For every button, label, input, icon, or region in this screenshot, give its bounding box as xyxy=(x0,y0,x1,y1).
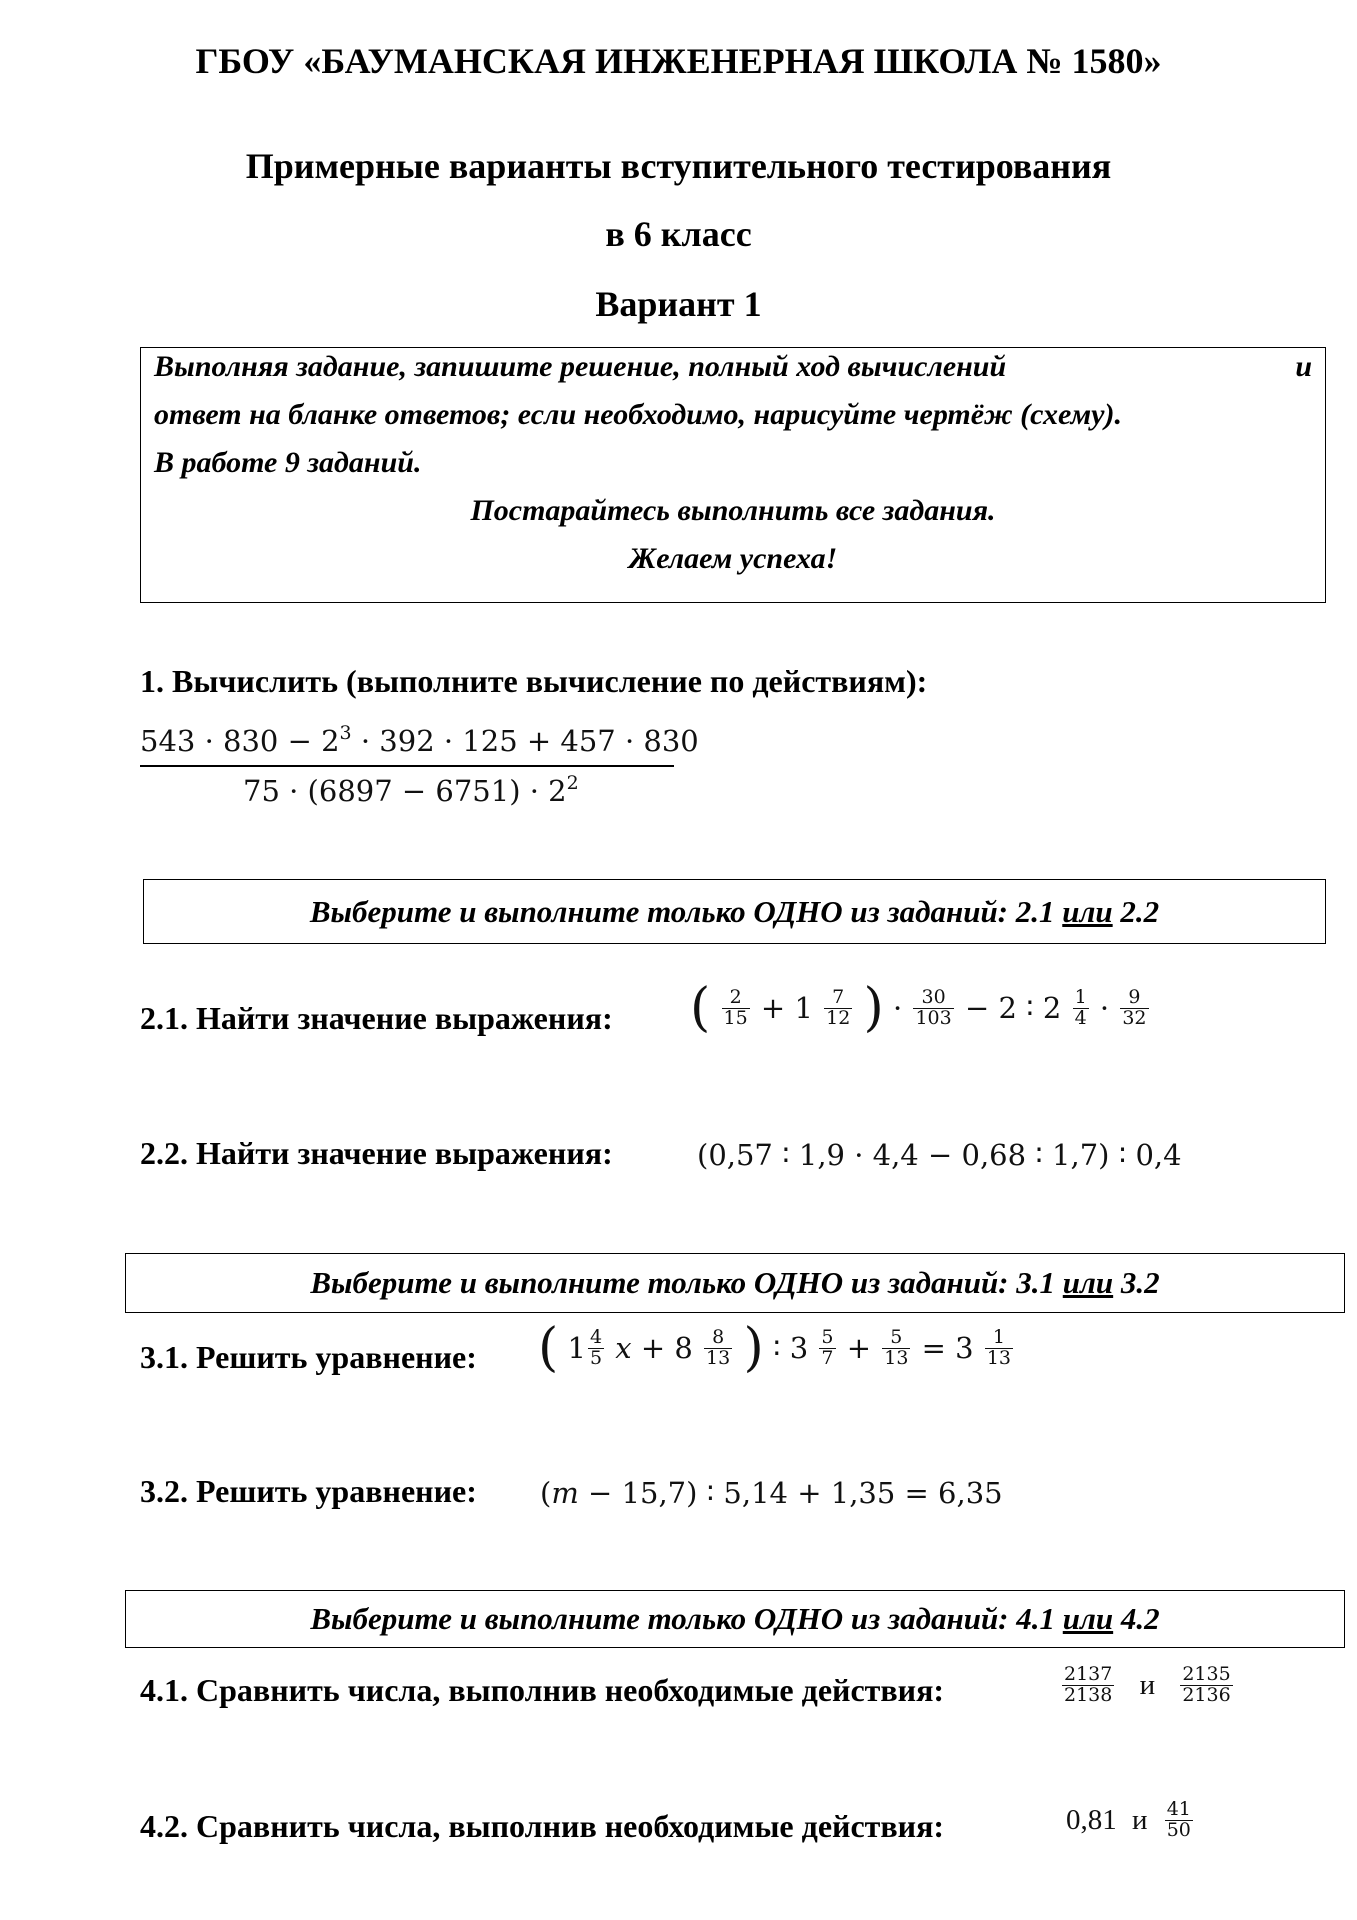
choice-3-suffix: 3.2 xyxy=(1113,1265,1160,1300)
fraction-numerator: 1 xyxy=(1074,985,1087,1008)
plus-operator: + 8 xyxy=(640,1331,693,1365)
fraction xyxy=(722,985,750,1029)
choice-3-prefix: Выберите и выполните только ОДНО из заданий: 3.1 xyxy=(310,1265,1063,1300)
task-2-2-expression: (0,57 ∶ 1,9 · 4,4 − 0,68 ∶ 1,7) ∶ 0,4 xyxy=(697,1138,1182,1172)
fraction-denominator: 2136 xyxy=(1182,1683,1231,1706)
minus-operator: − 2 ∶ 2 xyxy=(964,991,1062,1025)
equation-rest: − 15,7) ∶ 5,14 + 1,35 = 6,35 xyxy=(578,1476,1003,1510)
fraction-numerator: 2 xyxy=(722,988,750,1009)
instructions-line-1-end: и xyxy=(1295,350,1312,383)
document-title: Примерные варианты вступительного тестирования xyxy=(245,146,1112,186)
task-1-numerator-exp: 3 xyxy=(339,722,352,744)
task-4-1-numbers xyxy=(1060,1665,1235,1706)
instructions-line-5: Желаем успеха! xyxy=(628,542,838,575)
fraction-denominator: 50 xyxy=(1166,1818,1191,1841)
task-2-1-expression xyxy=(690,978,1151,1038)
fraction-denominator: 13 xyxy=(986,1346,1012,1369)
open-paren: ( xyxy=(690,978,711,1038)
fraction-denominator: 12 xyxy=(826,1006,851,1029)
integer-part: 1 xyxy=(567,1331,586,1365)
variable-x: x xyxy=(615,1331,632,1365)
fraction-denominator: 15 xyxy=(723,1006,748,1029)
fraction-numerator: 9 xyxy=(1120,988,1148,1009)
task-1-denominator xyxy=(243,772,579,808)
fraction-numerator: 7 xyxy=(824,988,852,1009)
equals-operator: = 3 xyxy=(921,1331,974,1365)
fraction-numerator: 30 xyxy=(913,988,953,1009)
task-1-denominator-exp: 2 xyxy=(566,772,579,794)
fraction xyxy=(824,985,852,1029)
fraction-denominator: 103 xyxy=(915,1006,952,1029)
instructions-line-2: ответ на бланке ответов; если необходимо, нарисуйте чертёж (схему). xyxy=(154,398,1122,431)
and-word: и xyxy=(1139,1668,1156,1701)
decimal-value: 0,81 xyxy=(1066,1803,1117,1836)
plus-operator: + xyxy=(846,1331,872,1365)
grade-label: в 6 класс xyxy=(605,214,752,254)
fraction-numerator: 4 xyxy=(589,1325,603,1348)
variant-label: Вариант 1 xyxy=(595,284,762,324)
fraction-numerator: 8 xyxy=(704,1328,732,1349)
school-name: ГБОУ «БАУМАНСКАЯ ИНЖЕНЕРНАЯ ШКОЛА № 1580» xyxy=(195,41,1162,81)
fraction xyxy=(704,1325,732,1369)
dot-operator: · xyxy=(893,991,903,1025)
instructions-line-3: В работе 9 заданий. xyxy=(154,446,422,479)
task-3-2-label: 3.2. Решить уравнение: xyxy=(140,1473,477,1509)
task-3-1-equation xyxy=(538,1318,1015,1378)
and-word: и xyxy=(1131,1803,1148,1836)
task-1-numerator-b: · 392 · 125 + 457 · 830 xyxy=(351,724,699,758)
task-3-1-label: 3.1. Решить уравнение: xyxy=(140,1339,477,1375)
instructions-line-4: Постарайтесь выполнить все задания. xyxy=(470,494,996,527)
open-paren: ( xyxy=(538,1318,559,1378)
fraction-numerator: 2135 xyxy=(1182,1663,1231,1685)
task-3-2-equation xyxy=(540,1476,1003,1510)
task-4-2-numbers xyxy=(1066,1800,1195,1841)
fraction-denominator: 5 xyxy=(589,1346,603,1369)
choice-4-suffix: 4.2 xyxy=(1113,1601,1160,1636)
task-1-label: 1. Вычислить (выполните вычисление по действиям): xyxy=(140,663,928,699)
dot-operator: · xyxy=(1099,991,1110,1025)
variable-m: m xyxy=(551,1476,579,1510)
task-1-numerator-a: 543 · 830 − 2 xyxy=(140,724,340,758)
choice-4-prefix: Выберите и выполните только ОДНО из заданий: 4.1 xyxy=(310,1601,1063,1636)
task-4-2-label: 4.2. Сравнить числа, выполнив необходимые действия: xyxy=(140,1808,945,1844)
fraction-denominator: 32 xyxy=(1122,1006,1147,1029)
fraction-denominator: 2138 xyxy=(1064,1683,1113,1706)
fraction xyxy=(882,1325,910,1369)
choice-box-3 xyxy=(125,1253,1345,1313)
fraction xyxy=(588,1325,604,1369)
choice-3-or: или xyxy=(1062,1265,1114,1300)
choice-4-or: или xyxy=(1062,1601,1114,1636)
fraction-denominator: 7 xyxy=(821,1346,834,1369)
task-1-fraction-bar xyxy=(140,765,674,767)
choice-2-or: или xyxy=(1062,893,1113,929)
task-1-denominator-a: 75 · (6897 − 6751) · 2 xyxy=(243,774,567,808)
divide-operator: ∶ 3 xyxy=(772,1331,809,1365)
fraction-denominator: 4 xyxy=(1074,1006,1087,1029)
close-paren: ) xyxy=(863,978,884,1038)
fraction-numerator: 5 xyxy=(882,1328,910,1349)
fraction xyxy=(819,1325,835,1369)
fraction-numerator: 1 xyxy=(985,1328,1013,1349)
fraction xyxy=(1120,985,1148,1029)
choice-2-prefix: Выберите и выполните только ОДНО из заданий: 2.1 xyxy=(309,893,1063,929)
choice-box-2 xyxy=(143,879,1326,944)
open-paren: ( xyxy=(540,1476,552,1510)
instructions-line-1-text: Выполняя задание, запишите решение, полный ход вычислений xyxy=(154,350,1007,383)
fraction-denominator: 13 xyxy=(884,1346,909,1369)
instructions-box xyxy=(140,347,1326,603)
fraction xyxy=(1165,1800,1193,1841)
fraction-numerator: 2137 xyxy=(1064,1663,1113,1685)
choice-2-suffix: 2.2 xyxy=(1112,893,1160,929)
fraction xyxy=(1062,1665,1114,1706)
task-4-1-label: 4.1. Сравнить числа, выполнив необходимые действия: xyxy=(140,1672,945,1708)
fraction-numerator: 41 xyxy=(1166,1798,1191,1820)
task-2-2-label: 2.2. Найти значение выражения: xyxy=(140,1135,613,1171)
choice-box-4 xyxy=(125,1590,1345,1648)
close-paren: ) xyxy=(743,1318,764,1378)
fraction xyxy=(985,1325,1013,1369)
fraction xyxy=(1180,1665,1232,1706)
fraction-numerator: 5 xyxy=(821,1325,834,1348)
fraction xyxy=(913,985,953,1029)
task-2-1-label: 2.1. Найти значение выражения: xyxy=(140,1000,613,1036)
plus-operator: + 1 xyxy=(760,991,813,1025)
instructions-line-1 xyxy=(154,350,1312,384)
fraction-denominator: 13 xyxy=(706,1346,731,1369)
task-1-numerator xyxy=(140,722,699,758)
fraction xyxy=(1073,985,1089,1029)
